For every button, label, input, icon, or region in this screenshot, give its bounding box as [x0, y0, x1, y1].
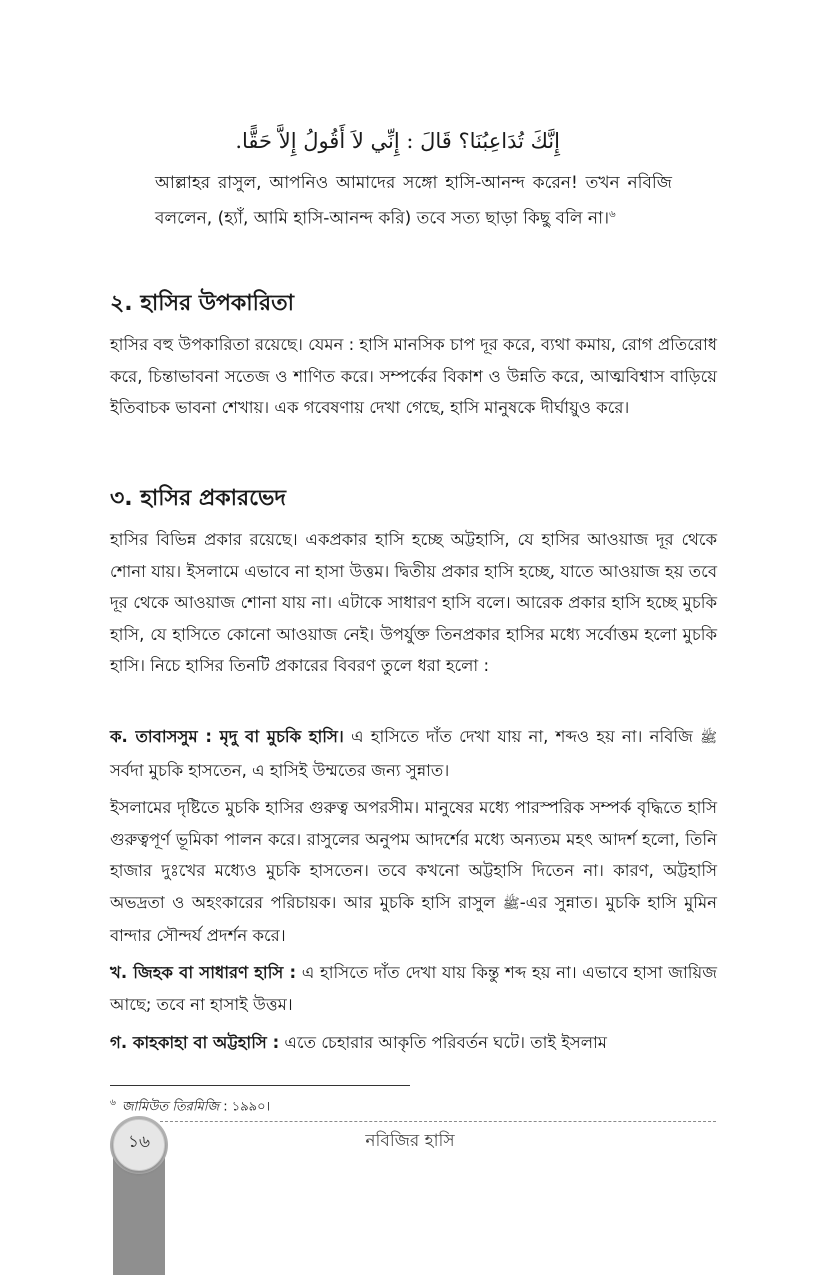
- page-number: ১৬: [113, 1119, 165, 1171]
- type-kha-label: খ. জিহক বা সাধারণ হাসি :: [110, 963, 297, 982]
- benefits-paragraph: হাসির বহু উপকারিতা রয়েছে। যেমন : হাসি মানসিক চাপ দূর করে, ব্যথা কমায়, রোগ প্রতিরোধ করে, চিন্তাভাবনা সতেজ ও শাণিত করে। সম্পর্কের বিকাশ ও উন্নতি করে, আত্মবিশ্বাস বাড়িয়ে ইতিবাচক ভাবনা শেখায়। এক গবেষণায় দেখা গেছে, হাসি মানুষকে দীর্ঘায়ুও করে।: [110, 335, 717, 417]
- hadith-translation: [155, 168, 672, 235]
- salutation-seal-icon: ﷺ: [700, 730, 718, 746]
- section-heading-types: ৩. হাসির প্রকারভেদ: [110, 486, 286, 511]
- footer-dashed-rule: [160, 1121, 716, 1122]
- type-ga-paragraph: [110, 1027, 717, 1059]
- section-heading-benefits: ২. হাসির উপকারিতা: [110, 291, 294, 316]
- type-kha-paragraph: [110, 957, 717, 1020]
- type-ga-text: এতে চেহারার আকৃতি পরিবর্তন ঘটে। তাই ইসলাম: [279, 1033, 607, 1052]
- type-ka-text-2: সর্বদা মুচকি হাসতেন, এ হাসিই উম্মতের জন্য সুন্নাত।: [110, 760, 450, 780]
- types-paragraph: হাসির বিভিন্ন প্রকার রয়েছে। একপ্রকার হাসি হচ্ছে অট্টহাসি, যে হাসির আওয়াজ দূর থেকে শোনা যায়। ইসলামে এভাবে না হাসা উত্তম। দ্বিতীয় প্রকার হাসি হচ্ছে, যাতে আওয়াজ হয় তবে দূর থেকে আওয়াজ শোনা যায় না। এটাকে সাধারণ হাসি বলে। আরেক প্রকার হাসি হচ্ছে মুচকি হাসি, যে হাসিতে কোনো আওয়াজ নেই। উপর্যুক্ত তিনপ্রকার হাসির মধ্যে সর্বোত্তম হলো মুচকি হাসি। নিচে হাসির তিনটি প্রকারের বিবরণ তুলে ধরা হলো :: [110, 530, 717, 675]
- footnote-ref: : ১৯৯০।: [219, 1099, 271, 1115]
- footnote-divider: [110, 1085, 410, 1086]
- footnote-source: জামিউত তিরমিজি: [121, 1099, 220, 1115]
- islam-view-text-1: ইসলামের দৃষ্টিতে মুচকি হাসির গুরুত্ব অপরসীম। মানুষের মধ্যে পারস্পরিক সম্পর্ক বৃদ্ধিতে হাসি গুরুত্বপূর্ণ ভূমিকা পালন করে। রাসুলের অনুপম আদর্শের মধ্যে অন্যতম মহৎ আদর্শ হলো, তিনি হাজার দুঃখের মধ্যেও মুচকি হাসতেন। তবে কখনো অট্টহাসি দিতেন না। কারণ, অট্টহাসি অভদ্রতা ও অহংকারের পরিচায়ক। আর মুচকি হাসি রাসুল: [110, 798, 717, 912]
- running-title: নবিজির হাসি: [365, 1131, 455, 1151]
- type-ka-text-1: এ হাসিতে দাঁত দেখা যায় না, শব্দও হয় না। নবিজি: [343, 727, 701, 746]
- footnote-marker[interactable]: ৬: [609, 209, 616, 220]
- arabic-hadith-line: إِنَّكَ تُدَاعِبُنَا؟ قَالَ : إِنِّي لاَ أَقُولُ إِلاَّ حَقًّا.: [235, 129, 560, 153]
- islam-view-paragraph: [110, 792, 717, 952]
- type-ga-label: গ. কাহকাহা বা অট্টহাসি :: [110, 1033, 280, 1052]
- type-kha-text: এ হাসিতে দাঁত দেখা যায় কিন্তু শব্দ হয় না। এভাবে হাসা জায়িজ আছে; তবে না হাসাই উত্তম।: [110, 963, 718, 1014]
- hadith-translation-text: আল্লাহর রাসুল, আপনিও আমাদের সঙ্গো হাসি-আনন্দ করেন! তখন নবিজি বললেন, (হ্যাঁ, আমি হাসি-আনন্দ করি) তবে সত্য ছাড়া কিছু বলি না।: [155, 173, 672, 229]
- type-ka-label: ক. তাবাসসুম : মৃদু বা মুচকি হাসি।: [110, 727, 344, 746]
- footnote: [110, 1093, 610, 1117]
- footnote-mark: ৬: [110, 1098, 116, 1108]
- type-ka-paragraph: [110, 721, 717, 786]
- salutation-seal-icon: ﷺ: [502, 895, 520, 912]
- islam-view-text-2: -এর সুন্নাত। মুচকি হাসি মুমিন বান্দার সৌন্দর্য প্রদর্শন করে।: [110, 892, 717, 945]
